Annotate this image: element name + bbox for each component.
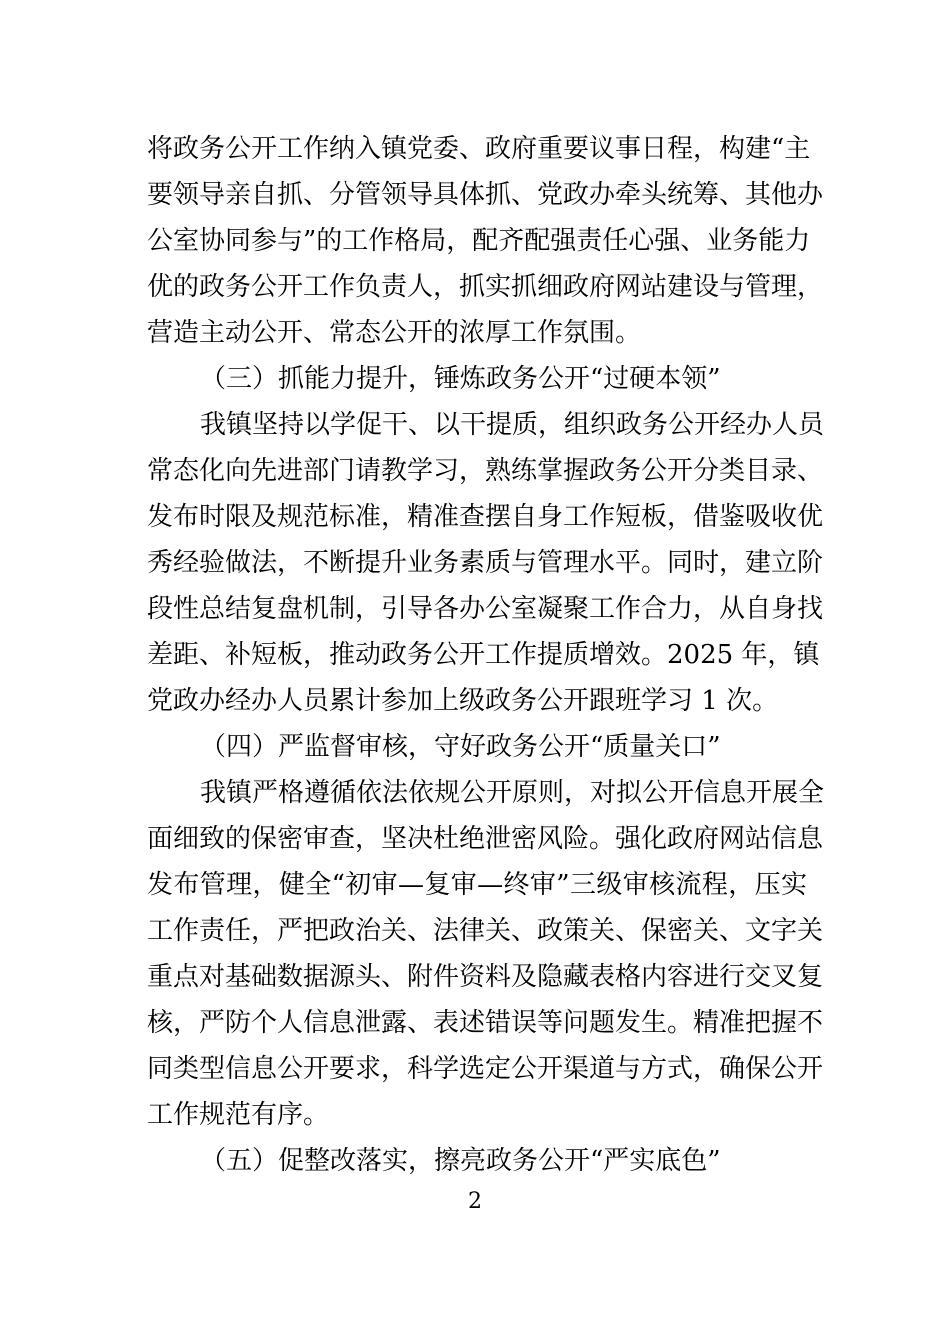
body-text-line: 差距、补短板，推动政务公开工作提质增效。2025 年，镇 [147,640,820,670]
body-text-line: 我镇严格遵循依法依规公开原则，对拟公开信息开展全 [200,778,825,808]
body-text-line: 段性总结复盘机制，引导各办公室凝聚工作合力，从自身找 [147,594,824,624]
page-number: 2 [468,1189,482,1214]
body-text-line: 优的政务公开工作负责人，抓实抓细政府网站建设与管理， [147,272,824,302]
body-text-line: 营造主动公开、常态公开的浓厚工作氛围。 [147,318,642,348]
body-text-line: 公室协同参与”的工作格局，配齐配强责任心强、业务能力 [147,226,811,256]
section-heading: （四）严监督审核，守好政务公开“质量关口” [200,732,721,762]
body-text-line: 面细致的保密审查，坚决杜绝泄密风险。强化政府网站信息 [147,824,824,854]
body-text-line: 同类型信息公开要求，科学选定公开渠道与方式，确保公开 [147,1054,824,1084]
body-text-line: 核，严防个人信息泄露、表述错误等问题发生。精准把握不 [147,1008,824,1038]
body-text-line: 党政办经办人员累计参加上级政务公开跟班学习 1 次。 [147,686,779,716]
body-text-line: 秀经验做法，不断提升业务素质与管理水平。同时，建立阶 [147,548,824,578]
section-heading: （五）促整改落实，擦亮政务公开“严实底色” [200,1146,721,1176]
body-text-line: 常态化向先进部门请教学习，熟练掌握政务公开分类目录、 [147,456,824,486]
body-text-line: 重点对基础数据源头、附件资料及隐藏表格内容进行交叉复 [147,962,824,992]
body-text-line: 工作规范有序。 [147,1100,330,1130]
body-text-line: 发布时限及规范标准，精准查摆自身工作短板，借鉴吸收优 [147,502,824,532]
section-heading: （三）抓能力提升，锤炼政务公开“过硬本领” [200,364,721,394]
body-text-line: 发布管理，健全“初审—复审—终审”三级审核流程，压实 [147,870,807,900]
body-text-line: 工作责任，严把政治关、法律关、政策关、保密关、文字关 [147,916,824,946]
body-text-line: 要领导亲自抓、分管领导具体抓、党政办牵头统筹、其他办 [147,180,824,210]
body-text-line: 我镇坚持以学促干、以干提质，组织政务公开经办人员 [200,410,825,440]
body-text-line: 将政务公开工作纳入镇党委、政府重要议事日程，构建“主 [147,134,811,164]
